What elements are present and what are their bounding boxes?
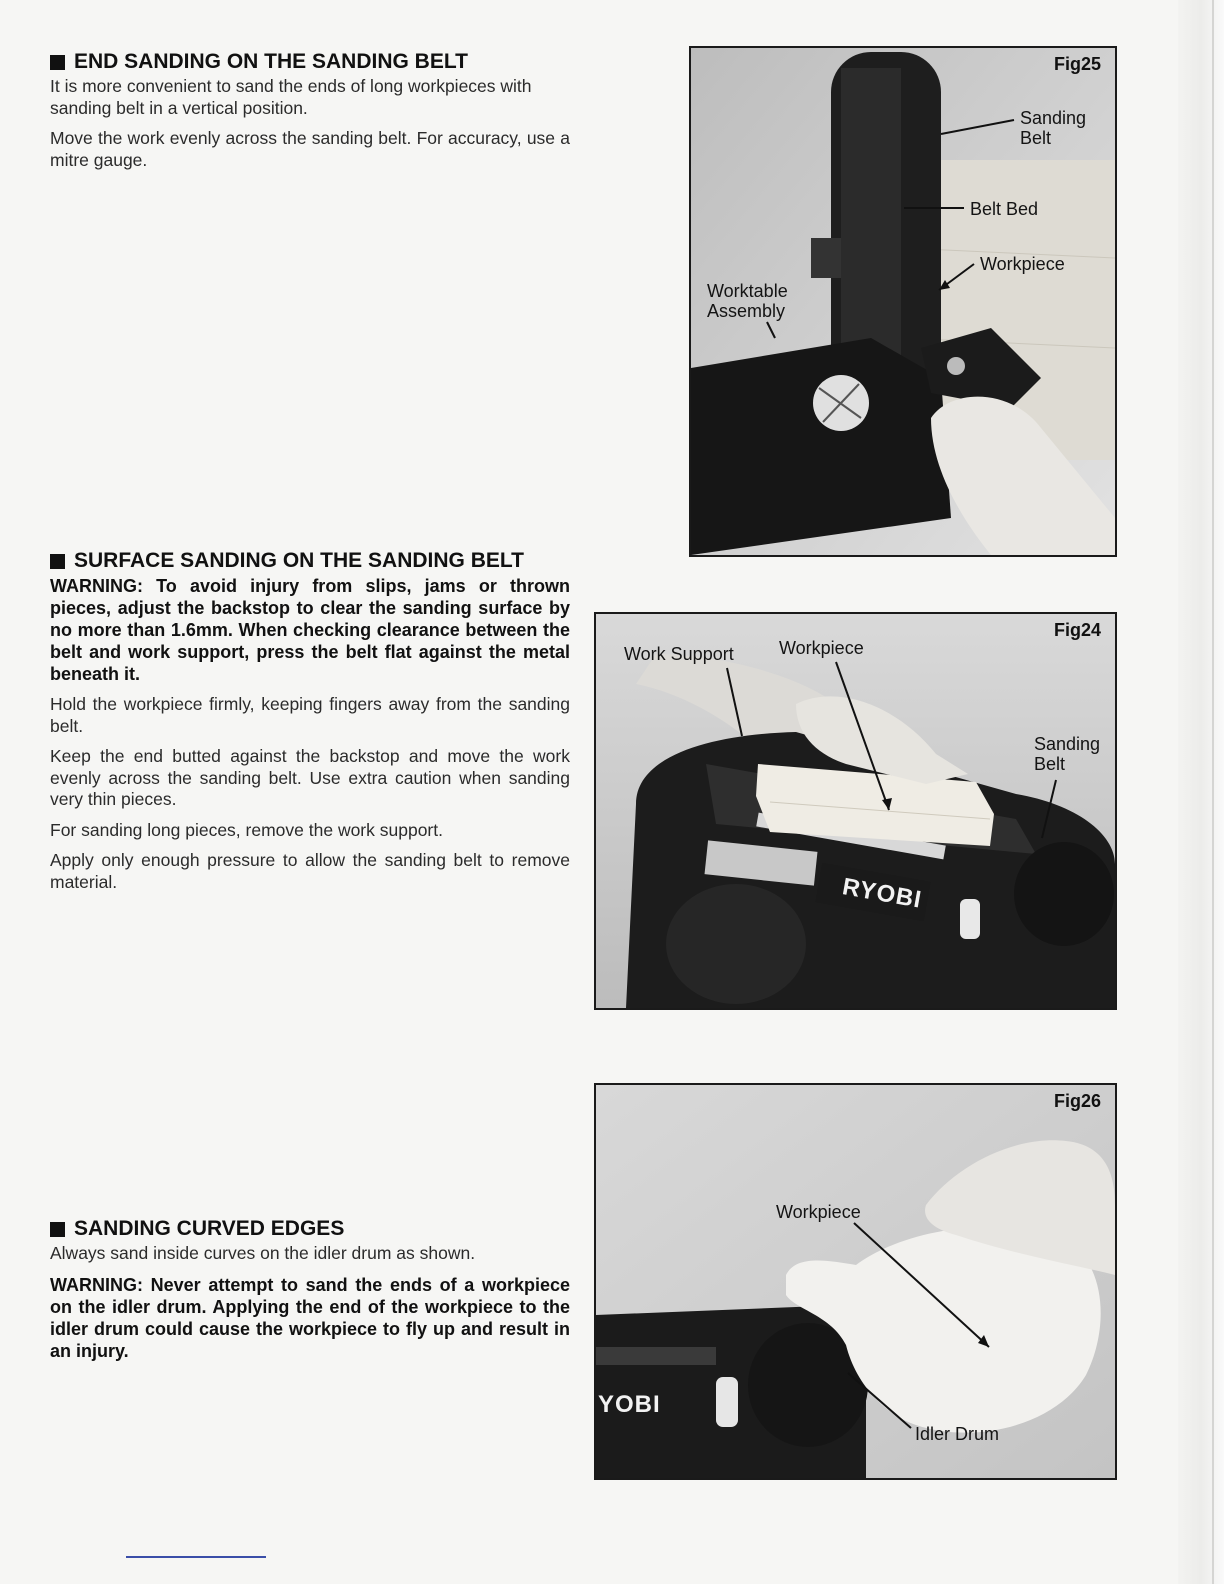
fig24-brand-logo: RYOBI	[840, 873, 924, 914]
fig25-label-sanding-belt-line2: Belt	[1020, 128, 1052, 148]
surface-sanding-heading	[50, 549, 570, 573]
section-curved-edges	[50, 1217, 570, 1371]
section-surface-sanding	[50, 549, 570, 902]
fig26-label-idler-drum: Idler Drum	[915, 1424, 1000, 1444]
bullet-square-icon	[50, 554, 65, 569]
fig24-label-work-support: Work Support	[624, 644, 734, 664]
surface-sanding-para-1: Hold the workpiece firmly, keeping fingers away from the sanding belt.	[50, 694, 570, 736]
surface-sanding-heading-text: SURFACE SANDING ON THE SANDING BELT	[74, 549, 524, 572]
figure-25-title: Fig25	[1053, 54, 1101, 74]
fig25-label-worktable-line2: Assembly	[707, 301, 786, 321]
fig24-label-sanding-belt-line1: Sanding	[1034, 734, 1101, 754]
surface-sanding-warning: WARNING: To avoid injury from slips, jams or thrown pieces, adjust the backstop to clear the sanding surface by no more than 1.6mm. When checking clearance between the belt and work support, press the belt flat against the metal beneath it.	[50, 576, 570, 684]
fig24-label-sanding-belt	[1034, 734, 1100, 774]
figure-25	[689, 46, 1117, 557]
end-sanding-para-2: Move the work evenly across the sanding belt. For accuracy, use a mitre gauge.	[50, 128, 570, 170]
fig25-label-sanding-belt	[1020, 108, 1086, 148]
page-edge-shadow	[1178, 0, 1224, 1584]
footer-rule	[126, 1556, 266, 1558]
figure-26-photo	[596, 1085, 1115, 1478]
curved-edges-heading-text: SANDING CURVED EDGES	[74, 1217, 345, 1240]
fig25-label-sanding-belt-line1: Sanding	[1020, 108, 1087, 128]
fig26-brand-logo: YOBI	[598, 1391, 661, 1418]
bullet-square-icon	[50, 1222, 65, 1237]
end-sanding-para-1: It is more convenient to sand the ends of long workpieces with sanding belt in a vertical position.	[50, 76, 532, 118]
figure-24	[594, 612, 1117, 1010]
curved-edges-para-1: Always sand inside curves on the idler drum as shown.	[50, 1243, 476, 1263]
fig25-label-belt-bed: Belt Bed	[970, 199, 1039, 219]
figure-24-title: Fig24	[1053, 620, 1101, 640]
end-sanding-heading-text: END SANDING ON THE SANDING BELT	[74, 50, 468, 73]
fig25-label-worktable-assembly	[707, 281, 788, 321]
page-edge-line	[1212, 0, 1214, 1584]
surface-sanding-para-3: For sanding long pieces, remove the work support.	[50, 819, 443, 840]
fig25-label-workpiece: Workpiece	[980, 254, 1065, 274]
curved-edges-heading	[50, 1217, 570, 1241]
figure-26	[594, 1083, 1117, 1480]
fig24-label-workpiece: Workpiece	[779, 638, 864, 658]
end-sanding-heading	[50, 50, 570, 74]
fig24-label-sanding-belt-line2: Belt	[1034, 754, 1066, 774]
fig25-label-worktable-line1: Worktable	[707, 281, 788, 301]
figure-26-title: Fig26	[1053, 1091, 1101, 1111]
figure-24-photo	[596, 614, 1115, 1008]
fig26-label-workpiece: Workpiece	[776, 1202, 861, 1222]
surface-sanding-para-4: Apply only enough pressure to allow the sanding belt to remove material.	[50, 850, 570, 892]
curved-edges-warning: WARNING: Never attempt to sand the ends of a workpiece on the idler drum. Applying the end of the workpiece to the idler drum could cause the workpiece to fly up and result in an injury.	[50, 1274, 570, 1361]
section-end-sanding	[50, 50, 570, 180]
bullet-square-icon	[50, 55, 65, 70]
surface-sanding-para-2: Keep the end butted against the backstop and move the work evenly across the sanding belt. Use extra caution when sanding very thin pieces.	[50, 746, 570, 809]
